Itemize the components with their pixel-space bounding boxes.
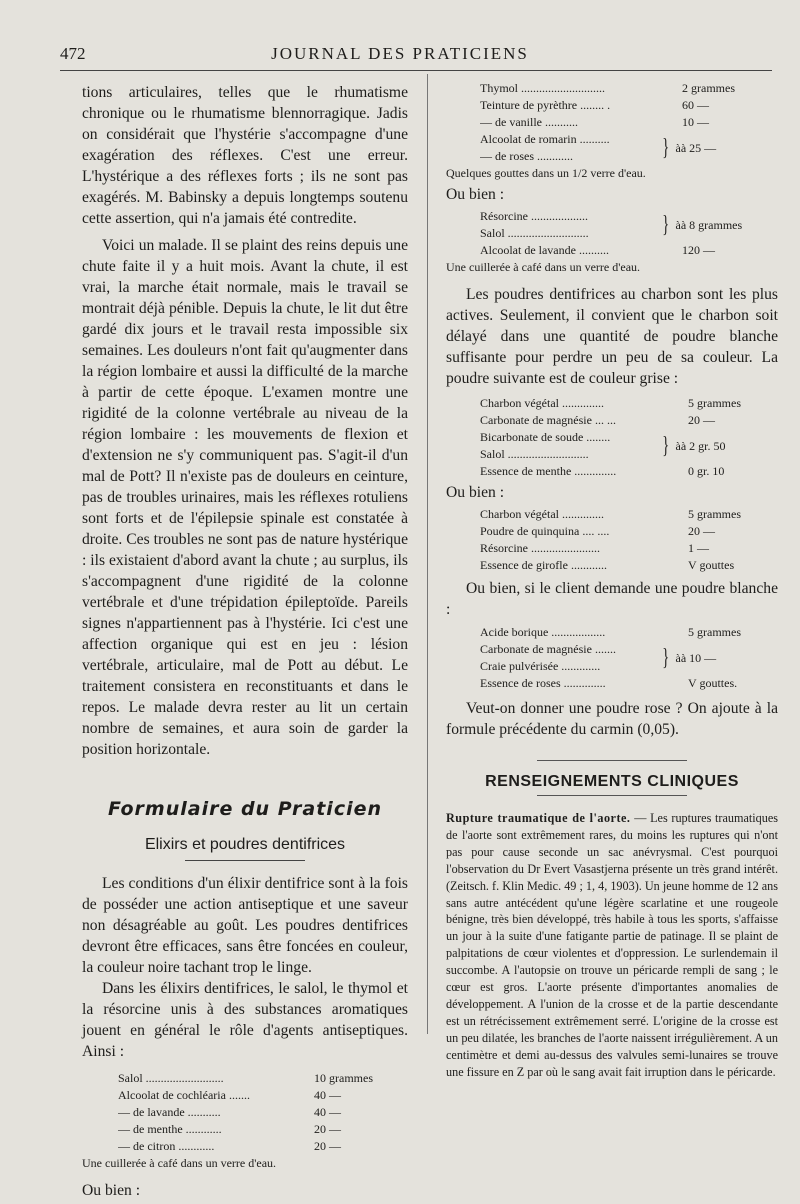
spacer <box>82 760 408 798</box>
ou-bien-label: Ou bien : <box>446 484 505 501</box>
formula-line: Essence de girofle ............ V gouttes <box>480 558 735 572</box>
formula-group: Résorcine ................... Salol ........................... } àà 8 grammes <box>480 209 743 240</box>
formula-line: Essence de roses .............. V gouttes. <box>480 676 738 690</box>
formula-line: — de menthe ............ 20 — <box>118 1122 341 1136</box>
paragraph-conditions: Les conditions d'un élixir dentifrice sont à la fois de posséder une action antiseptique et une saveur non désagréable au goût. Les poudres dentifrices devront être efficaces, sans être foncées en couleur, la couleur noire tachant trop le linge. <box>82 875 408 976</box>
ou-bien-label: Ou bien : <box>446 186 505 203</box>
brace-icon: } <box>662 645 670 671</box>
paragraph-reflexes: tions articulaires, telles que le rhumatisme chronique ou le rhumatisme blennorragique. Jadis on considérait que l'hystérie s'accompagne d'une exagération des réflexes. C'est une erreur. L'hystérique a des réflexes forts ; ils ne sont pas exagérés. M. Babinsky a depuis longtemps soutenu cette assertion, qui n'a jamais été contredite. <box>82 84 408 227</box>
formula-line: — de vanille ........... 10 — <box>480 115 709 129</box>
formula-line: Charbon végétal .............. 5 grammes <box>480 507 741 521</box>
brace-icon: } <box>662 212 670 238</box>
running-title: JOURNAL DES PRATICIENS <box>271 44 529 63</box>
formula-blanche <box>446 624 778 692</box>
formula-line: Essence de menthe .............. 0 gr. 10 <box>480 464 725 478</box>
formula-line: Salol .......................... 10 grammes <box>118 1071 373 1085</box>
formula-resorcine <box>446 208 778 259</box>
paragraph-poudre-rose: Veut-on donner une poudre rose ? On ajoute à la formule précédente du carmin (0,05). <box>446 700 778 738</box>
paragraph-case: Voici un malade. Il se plaint des reins depuis une chute faite il y a huit mois. Avant la chute, il est vrai, la marche était normale, mais le travail se montrait déjà pénible. Depuis la chute, le lit dut être gardé dix jours et le travail resta impossible six semaines. Les douleurs n'ont fait qu'augmenter dans la région lombaire et aussi la difficulté de la marche à partir de cette époque. L'examen montre une rigidité de la colonne vertébrale au niveau de la région lombaire : les mouvements de flexion et d'extension ne s'y communiquent pas. S'agit-il d'un mal de Pott? Il n'existe pas de douleurs en ceinture, pas de troubles urinaires, mais les réflexes rotuliens sont forts et de l'épilepsie spinale est constatée à droite. Ces troubles ne sont pas de nature hystérique : ils existaient d'abord avant la chute ; au surplus, ils s'accompagnent d'une rigidité de la colonne vertébrale et d'une trépidation épileptoïde. Pareils signes n'appartiennent pas à l'hystérie. Ici c'est une affection organique qui est en jeu : lésion vertébrale, articulaire, mal de Pott au début. Le traitement consistera en reconstituants et dans le repos. Le malade devra rester au lit un certain nombre de semaines, et aura soin de garder la position horizontale. <box>82 237 408 758</box>
formula-line: Alcoolat de lavande .......... 120 — <box>480 243 715 257</box>
section-title-formulaire: Formulaire du Praticien <box>107 798 383 820</box>
left-column <box>82 82 408 1204</box>
formula-line: Teinture de pyrèthre ........ . 60 — <box>480 98 709 112</box>
dosage-note: Une cuillerée à café dans un verre d'eau. <box>82 1156 277 1170</box>
formula-group: Alcoolat de romarin .......... — de roses ............ } àà 25 — <box>480 132 717 163</box>
formula-line: Acide borique .................. 5 grammes <box>480 625 741 639</box>
formula-group: Bicarbonate de soude ........ Salol ........................... } àà 2 gr. 50 <box>480 430 726 461</box>
brace-icon: } <box>662 135 670 161</box>
header-rule <box>60 70 772 71</box>
formula-line: — de lavande ........... 40 — <box>118 1105 341 1119</box>
paragraph-charbon: Les poudres dentifrices au charbon sont les plus actives. Seulement, il convient que le charbon soit délayé dans une quantité de poudre blanche suffisante pour perdre un peu de sa couleur. La poudre suivante est de couleur grise : <box>446 286 778 387</box>
formula-line: Poudre de quinquina .... .... 20 — <box>480 524 715 538</box>
formula-quinquina <box>446 506 778 574</box>
paragraph-poudre-blanche: Ou bien, si le client demande une poudre blanche : <box>446 580 778 618</box>
dosage-note: Une cuillerée à café dans un verre d'eau. <box>446 260 641 274</box>
formula-grise <box>446 395 778 480</box>
section-title-renseignements: RENSEIGNEMENTS CLINIQUES <box>485 773 739 790</box>
clinical-note-text: — Les ruptures traumatiques de l'aorte sont extrêmement rares, du moins les ruptures qui n'ont pas pour cause seconde un sac anévrysmal. C'est pourquoi l'observation du Dr Evert Vasastjerna présente un très grand intérêt. (Zeitsch. f. Klin Medic. 49 ; 1, 4, 1903). Un jeune homme de 12 ans sans autre antécédent qu'une légère scarlatine et une rougeole bénigne, très bien développé, très habile à tous les sports, s'affaisse un jour à la suite d'une fatigante partie de patinage. Il se plaint de palpitations de cœur violentes et d'oppression. Le surlendemain il succombe. A l'autopsie on trouve un péricarde rempli de sang ; le cœur est gros. L'aorte présente d'importantes anomalies de développement. A l'union de la crosse et de la partie descendante est un rétrécissement extrêmement serré. L'origine de la crosse est un peu dilatée, les branches de l'aorte naissent irrégulièrement. A un centimètre et demi au-dessus des valvules semi-lunaires se trouve une fissure en Z par où le sang avait fait irruption dans le péricarde. <box>446 811 778 1079</box>
formula-line: Thymol ............................ 2 grammes <box>480 81 735 95</box>
page-number: 472 <box>60 44 86 63</box>
column-divider <box>427 74 428 1034</box>
paragraph-antiseptics: Dans les élixirs dentifrices, le salol, le thymol et la résorcine unis à des substances aromatiques jouent en général le rôle d'agents antiseptiques. Ainsi : <box>82 980 408 1060</box>
formula-thymol <box>446 80 778 165</box>
dosage-note: Quelques gouttes dans un 1/2 verre d'eau. <box>446 166 646 180</box>
formula-salol <box>82 1070 408 1155</box>
formula-line: — de citron ............ 20 — <box>118 1139 341 1153</box>
right-column <box>446 80 778 1081</box>
formula-line: Résorcine ....................... 1 — <box>480 541 709 555</box>
clinical-note <box>446 810 778 1081</box>
clinical-note-lead: Rupture traumatique de l'aorte. <box>446 811 631 825</box>
formula-line: Alcoolat de cochléaria ....... 40 — <box>118 1088 341 1102</box>
subtitle-elixirs: Elixirs et poudres dentifrices <box>144 836 346 853</box>
formula-group: Carbonate de magnésie ....... Craie pulvérisée ............. } àà 10 — <box>480 642 717 673</box>
formula-line: Carbonate de magnésie ... ... 20 — <box>480 413 715 427</box>
formula-line: Charbon végétal .............. 5 grammes <box>480 396 741 410</box>
brace-icon: } <box>662 433 670 459</box>
ou-bien-label: Ou bien : <box>82 1182 141 1199</box>
